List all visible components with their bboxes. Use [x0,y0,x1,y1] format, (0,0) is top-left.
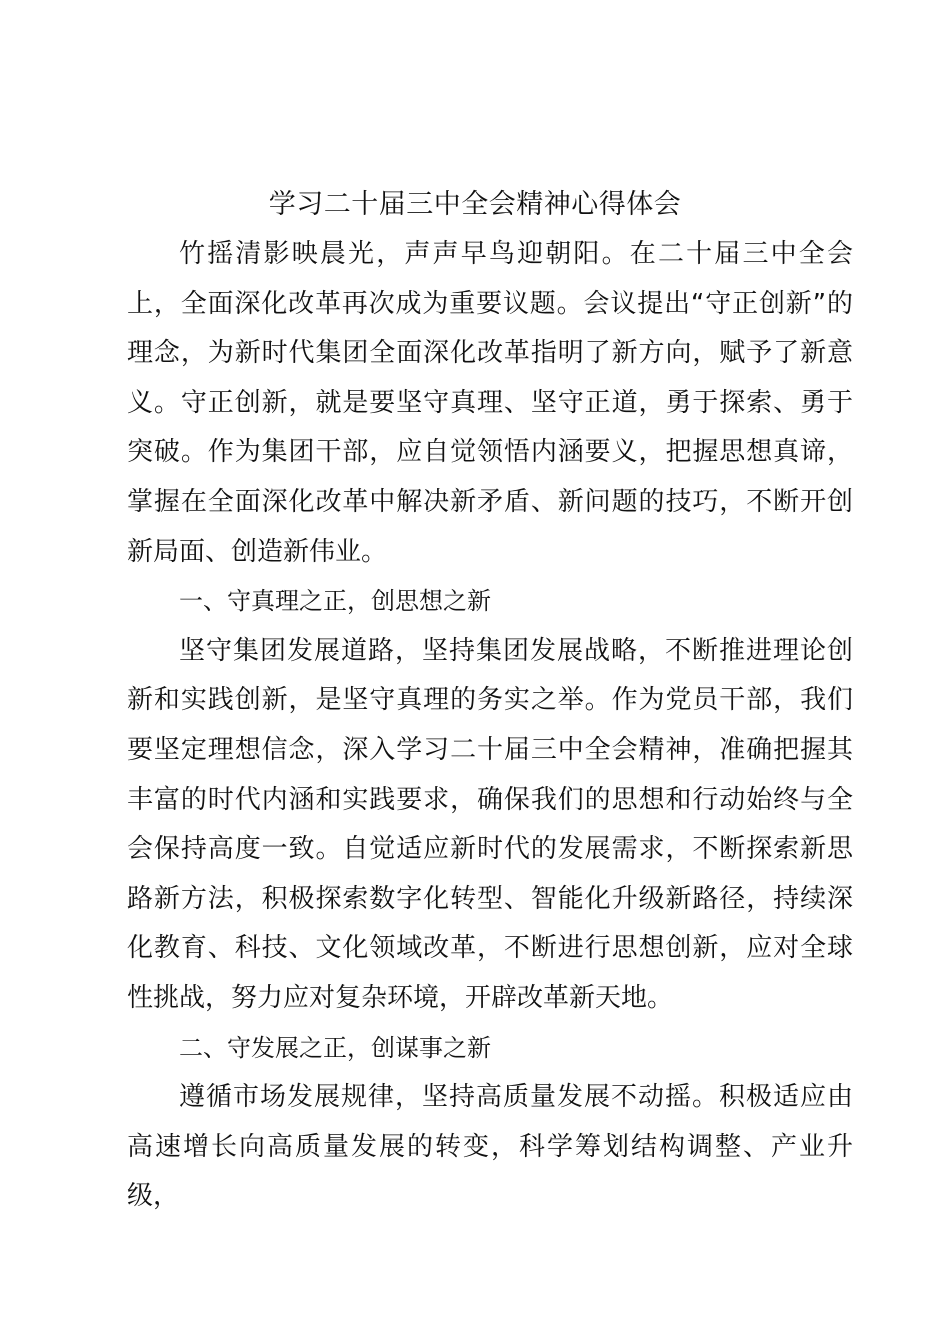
document-body [127,230,853,1222]
intro-paragraph: 竹摇清影映晨光，声声早鸟迎朝阳。在二十届三中全会上，全面深化改革再次成为重要议题。会议提出“守正创新”的理念，为新时代集团全面深化改革指明了新方向，赋予了新意义。守正创新，就是要坚守真理、坚守正道，勇于探索、勇于突破。作为集团干部，应自觉领悟内涵要义，把握思想真谛，掌握在全面深化改革中解决新矛盾、新问题的技巧，不断开创新局面、创造新伟业。 [127,239,853,567]
section-heading-1: 一、守真理之正，创思想之新 [179,587,491,616]
section-heading-2: 二、守发展之正，创谋事之新 [179,1033,491,1062]
section-2-paragraph: 遵循市场发展规律，坚持高质量发展不动摇。积极适应由高速增长向高质量发展的转变，科学筹划结构调整、产业升级， [127,1082,853,1212]
document-title: 学习二十届三中全会精神心得体会 [268,189,682,220]
section-1-paragraph: 坚守集团发展道路，坚持集团发展战略，不断推进理论创新和实践创新，是坚守真理的务实之举。作为党员干部，我们要坚定理想信念，深入学习二十届三中全会精神，准确把握其丰富的时代内涵和实践要求，确保我们的思想和行动始终与全会保持高度一致。自觉适应新时代的发展需求，不断探索新思路新方法，积极探索数字化转型、智能化升级新路径，持续深化教育、科技、文化领域改革，不断进行思想创新，应对全球性挑战，努力应对复杂环境，开辟改革新天地。 [127,635,853,1013]
